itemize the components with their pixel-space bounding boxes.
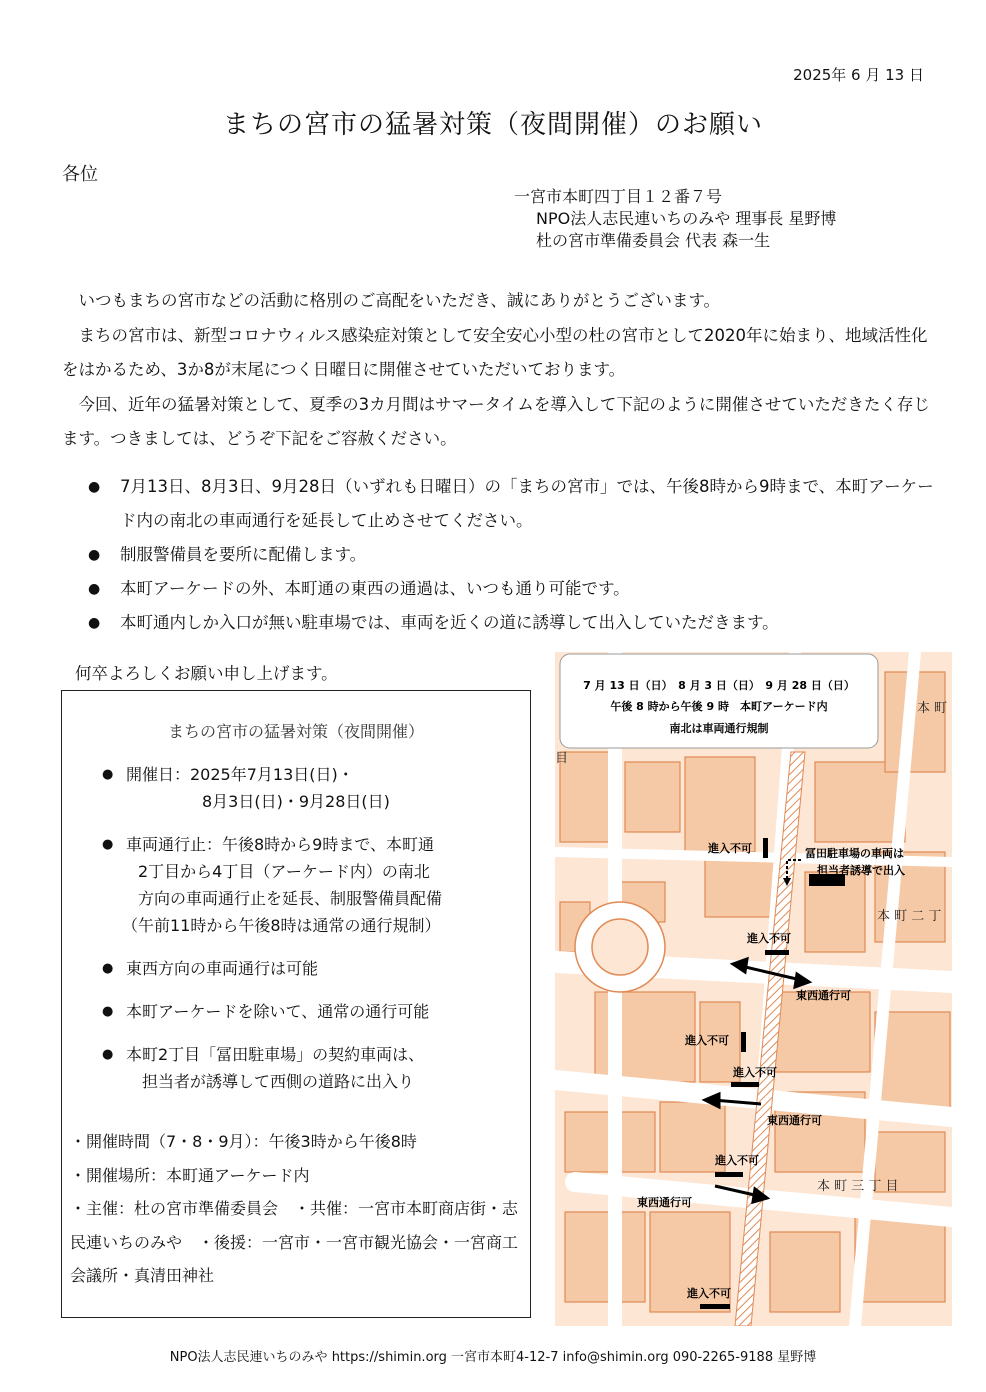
page-title: まちの宮市の猛暑対策（夜間開催）のお願い [222, 110, 763, 140]
no-entry-label: 進入不可 [685, 1034, 729, 1047]
summary-item-normal: ● 本町アーケードを除いて、通常の通行可能 [102, 998, 522, 1025]
document-date: 2025年 6 月 13 日 [793, 66, 924, 84]
no-entry-label: 進入不可 [687, 1287, 731, 1300]
map-header-2: 午後 8 時から午後 9 時 本町アーケード内 [610, 700, 828, 713]
summary-box-title: まちの宮市の猛暑対策（夜間開催） [167, 722, 424, 741]
summary-item-eastwest: ● 東西方向の車両通行は可能 [102, 955, 522, 982]
bullet-item: ● 本町通内しか入口が無い駐車場では、車両を近くの道に誘導して出入していただきます。 [88, 606, 938, 640]
east-west-label: 東西通行可 [767, 1114, 822, 1127]
summary-item-parking: ● 本町2丁目「冨田駐車場」の契約車両は、 担当者が誘導して西側の道路に出入り [102, 1041, 522, 1095]
map-header-1: 7 月 13 日（日） 8 月 3 日（日） 9 月 28 日（日） [583, 679, 855, 692]
salutation: 各位 [62, 164, 98, 185]
sender-block [514, 186, 836, 252]
area-label-nichome: 本 町 二 丁 [877, 909, 942, 924]
summary-item-date: ● 開催日：2025年7月13日(日)・ 8月3日(日)・9月28日(日) [102, 761, 522, 815]
no-entry-label: 進入不可 [733, 1066, 777, 1079]
event-info [70, 1125, 526, 1293]
bullet-list [88, 470, 938, 640]
no-entry-bar [765, 950, 789, 955]
no-entry-bar [741, 1032, 746, 1052]
body-text [62, 284, 932, 457]
bullet-item: ● 本町アーケードの外、本町通の東西の通過は、いつも通り可能です。 [88, 572, 938, 606]
area-label-me: 目 [555, 751, 569, 766]
east-west-label: 東西通行可 [637, 1196, 692, 1209]
info-organizers: ・主催：杜の宮市準備委員会 ・共催：一宮市本町商店街・志民連いちのみや ・後援：一宮市・一宮市観光協会・一宮商工会議所・真清田神社 [70, 1199, 519, 1285]
body-paragraph: 今回、近年の猛暑対策として、夏季の3カ月間はサマータイムを導入して下記のように開催させていただきたく存じます。つきましては、どうぞ下記をご容赦ください。 [62, 394, 930, 448]
parking-note-1: 冨田駐車場の車両は [805, 847, 904, 860]
info-place: ・開催場所：本町通アーケード内 [70, 1165, 310, 1185]
info-time: ・開催時間（7・8・9月）：午後3時から午後8時 [70, 1132, 417, 1151]
summary-box [61, 690, 531, 1318]
sender-address: 一宮市本町四丁目１２番７号 [514, 187, 723, 206]
parking-note-2: 担当者誘導で出入 [817, 864, 905, 877]
bullet-item: ● 7月13日、8月3日、9月28日（いずれも日曜日）の「まちの宮市」では、午後8時から9時まで、本町アーケード内の南北の車両通行を延長して止めさせてください。 [88, 470, 938, 538]
area-label-sanchome: 本 町 三 丁 目 [817, 1179, 899, 1194]
no-entry-bar [715, 1172, 743, 1177]
sender-org-2: 杜の宮市準備委員会 代表 森一生 [536, 231, 771, 250]
summary-list [102, 761, 522, 1111]
sender-org-1: NPO法人志民連いちのみや 理事長 星野博 [536, 209, 837, 228]
no-entry-label: 進入不可 [747, 932, 791, 945]
no-entry-bar [731, 1082, 759, 1087]
no-entry-bar [700, 1304, 730, 1309]
map-header-3: 南北は車両通行規制 [669, 722, 769, 735]
area-map [555, 652, 952, 1326]
summary-item-closure: ● 車両通行止：午後8時から9時まで、本町通 2丁目から4丁目（アーケード内）の南北 方向の車両通行止を延長、制服警備員配備 （午前11時から午後8時は通常の通行規制） [102, 831, 522, 939]
east-west-label: 東西通行可 [796, 989, 851, 1002]
body-paragraph: まちの宮市は、新型コロナウィルス感染症対策として安全安心小型の杜の宮市として2020年に始まり、地域活性化をはかるため、3か8が末尾につく日曜日に開催させていただいております。 [62, 325, 928, 379]
footer: NPO法人志民連いちのみや https://shimin.org 一宮市本町4-12-7 info@shimin.org 090-2265-9188 星野博 [169, 1350, 817, 1365]
bullet-item: ● 制服警備員を要所に配備します。 [88, 538, 938, 572]
no-entry-bar [763, 838, 768, 858]
body-paragraph: いつもまちの宮市などの活動に格別のご高配をいただき、誠にありがとうございます。 [78, 291, 721, 310]
no-entry-label: 進入不可 [708, 842, 752, 855]
area-label-honmachi: 本 町 [917, 701, 948, 716]
closing-line: 何卒よろしくお願い申し上げます。 [75, 664, 338, 683]
no-entry-label: 進入不可 [715, 1154, 759, 1167]
